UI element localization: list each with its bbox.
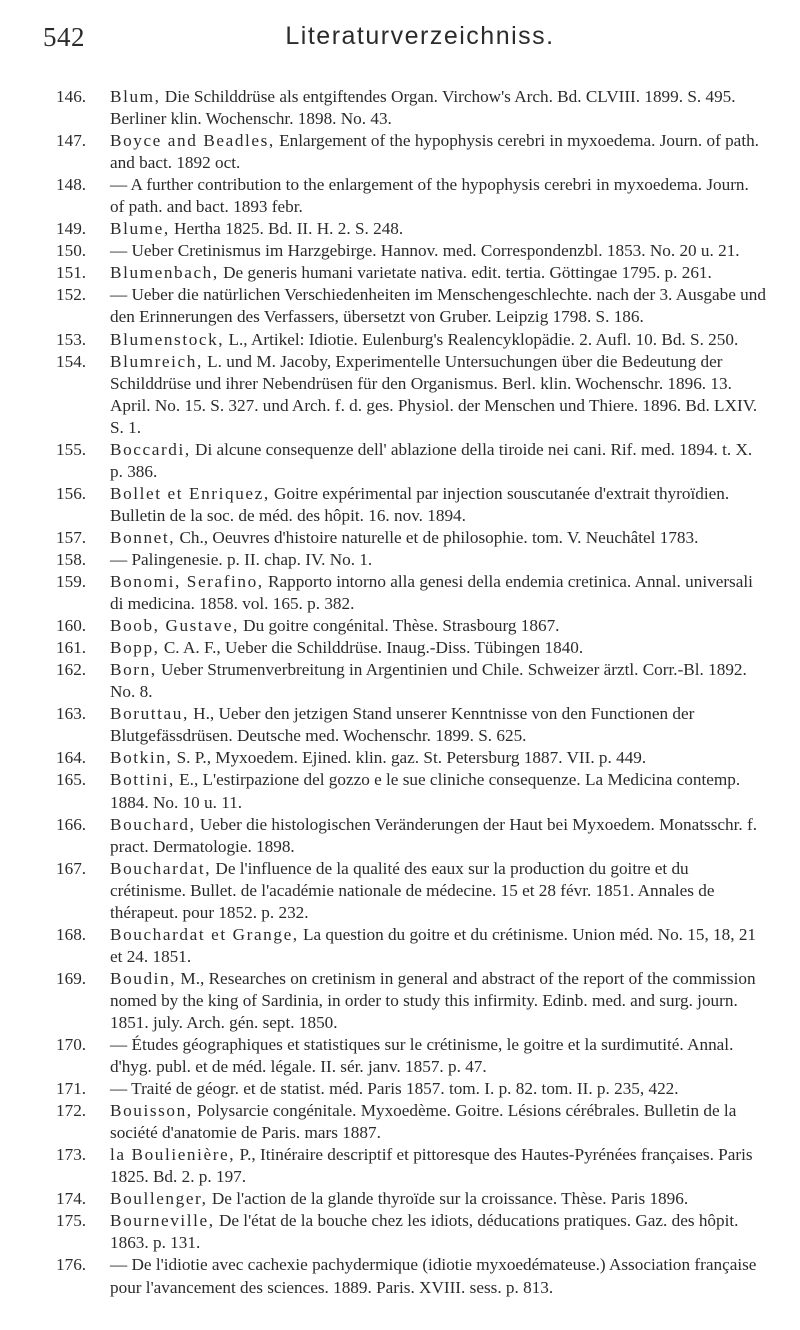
bibliography-entry [56,86,766,130]
entry-number: 175. [56,1211,87,1231]
entry-text: H., Ueber den jetzigen Stand unserer Kenntnisse von den Functionen der Blutgefässdrüsen. Deutsche med. Wochenschr. 1899. S. 625. [110,704,695,746]
bibliography-entry [56,351,766,439]
entry-text: Enlargement of the hypophysis cerebri in myxoedema. Journ. of path. and bact. 1892 oct. [110,131,759,173]
entry-number: 151. [56,263,87,283]
entry-number: 150. [56,241,87,261]
entry-text: L. und M. Jacoby, Experimentelle Untersuchungen über die Bedeutung der Schilddrüse und ihrer Nebendrüsen für den Organismus. Berl. klin. Wochenschr. 1896. 13. April. No. 15. S. 327. und Arch. f. d. ges. Physiol. der Menschen und Thiere. 1896. Bd. LXIV. S. 1. [110,351,758,437]
entry-number: 172. [56,1101,87,1121]
entry-number: 163. [56,704,87,724]
bibliography-entry [56,1210,766,1254]
entry-text: L., Artikel: Idiotie. Eulenburg's Realencyklopädie. 2. Aufl. 10. Bd. S. 250. [224,329,739,349]
entry-text: Ch., Oeuvres d'histoire naturelle et de philosophie. tom. V. Neuchâtel 1783. [175,527,699,547]
entry-number: 157. [56,527,87,547]
entry-text: — Ueber Cretinismus im Harzgebirge. Hannov. med. Correspondenzbl. 1853. No. 20 u. 21. [110,241,740,261]
entry-author: Boruttau, [110,704,189,724]
entry-text: Die Schilddrüse als entgiftendes Organ. Virchow's Arch. Bd. CLVIII. 1899. S. 495. Berliner klin. Wochenschr. 1898. No. 43. [110,87,736,129]
entry-number: 164. [56,748,87,768]
entry-text: — De l'idiotie avec cachexie pachydermique (idiotie myxoedémateuse.) Association française pour l'avancement des sciences. 1889. Paris. XVIII. sess. p. 813. [110,1255,757,1297]
entry-number: 170. [56,1035,87,1055]
entry-text: — Études géographiques et statistiques sur le crétinisme, le goitre et la surdimutité. Annal. d'hyg. publ. et de méd. légale. II. sér. janv. 1857. p. 47. [110,1035,734,1077]
entry-author: Botkin, [110,748,173,768]
entry-author: Boullenger, [110,1189,208,1209]
entry-author: Bopp, [110,638,160,658]
bibliography-entry [56,1254,766,1298]
entry-number: 174. [56,1189,87,1209]
entry-author: la Boulienière, [110,1145,236,1165]
entry-text: Hertha 1825. Bd. II. H. 2. S. 248. [169,219,404,239]
bibliography-entry [56,747,766,769]
entry-text: Di alcune consequenze dell' ablazione della tiroide nei cani. Rif. med. 1894. t. X. p. 386. [110,439,753,481]
entry-number: 147. [56,131,87,151]
entry-author: Bonnet, [110,527,176,547]
entry-author: Boudin, [110,968,177,988]
bibliography-entry [56,571,766,615]
entry-number: 171. [56,1079,87,1099]
entry-text: — Ueber die natürlichen Verschiedenheiten im Menschengeschlechte. nach der 3. Ausgabe und den Erinnerungen des Verfassers, übersetzt von Gruber. Leipzig 1798. S. 186. [110,285,766,327]
entry-text: Ueber die histologischen Veränderungen der Haut bei Myxoedem. Monatsschr. f. pract. Dermatologie. 1898. [110,814,758,856]
bibliography-entry [56,218,766,240]
entry-text: — Palingenesie. p. II. chap. IV. No. 1. [110,549,373,569]
bibliography-entry [56,703,766,747]
entry-author: Bouchard, [110,814,196,834]
entry-author: Bouchardat, [110,858,212,878]
entry-text: Ueber Strumenverbreitung in Argentinien und Chile. Schweizer ärztl. Corr.-Bl. 1892. No. 8. [110,660,747,702]
entry-text: Goitre expérimental par injection souscutanée d'extrait thyroïdien. Bulletin de la soc. de méd. des hôpit. 16. nov. 1894. [110,483,730,525]
bibliography-entry [56,924,766,968]
entry-text: — Traité de géogr. et de statist. méd. Paris 1857. tom. I. p. 82. tom. II. p. 235, 422. [110,1079,679,1099]
entry-author: Bourneville, [110,1211,215,1231]
entry-author: Boob, Gustave, [110,616,239,636]
bibliography-entry [56,1144,766,1188]
entry-author: Bonomi, Serafino, [110,572,264,592]
bibliography-list [56,86,766,1299]
entry-text: C. A. F., Ueber die Schilddrüse. Inaug.-Diss. Tübingen 1840. [159,638,584,658]
entry-author: Boyce and Beadles, [110,131,275,151]
bibliography-entry [56,174,766,218]
entry-number: 160. [56,616,87,636]
bibliography-entry [56,1100,766,1144]
bibliography-entry [56,439,766,483]
entry-text: De l'influence de la qualité des eaux sur la production du goitre et du crétinisme. Bullet. de l'académie nationale de médecine. 15 et 28 févr. 1851. Annales de thérapeut. pour 1852. p. 232. [110,858,715,922]
bibliography-entry [56,1078,766,1100]
page-header [0,22,800,62]
running-title: Literaturverzeichniss. [285,22,555,50]
bibliography-entry [56,284,766,328]
entry-number: 169. [56,968,87,988]
entry-text: — A further contribution to the enlargement of the hypophysis cerebri in myxoedema. Journ. of path. and bact. 1893 febr. [110,175,749,217]
entry-number: 166. [56,814,87,834]
entry-author: Bouisson, [110,1101,193,1121]
entry-number: 173. [56,1145,87,1165]
bibliography-entry [56,1188,766,1210]
entry-author: Bollet et Enriquez, [110,483,270,503]
bibliography-entry [56,769,766,813]
entry-number: 155. [56,439,87,459]
entry-text: Polysarcie congénitale. Myxoedème. Goitre. Lésions cérébrales. Bulletin de la société d'anatomie de Paris. mars 1887. [110,1101,737,1143]
bibliography-entry [56,814,766,858]
entry-author: Boccardi, [110,439,191,459]
entry-number: 153. [56,329,87,349]
entry-author: Blumenstock, [110,329,225,349]
entry-text: De l'état de la bouche chez les idiots, déducations pratiques. Gaz. des hôpit. 1863. p. 131. [110,1211,739,1253]
entry-text: Rapporto intorno alla genesi della endemia cretinica. Annal. universali di medicina. 1858. vol. 165. p. 382. [110,572,753,614]
entry-author: Blume, [110,219,170,239]
entry-number: 159. [56,572,87,592]
entry-text: P., Itinéraire descriptif et pittoresque des Hautes-Pyrénées françaises. Paris 1825. Bd. 2. p. 197. [110,1145,753,1187]
entry-number: 168. [56,924,87,944]
bibliography-entry [56,527,766,549]
entry-author: Bottini, [110,770,175,790]
entry-text: S. P., Myxoedem. Ejined. klin. gaz. St. Petersburg 1887. VII. p. 449. [172,748,647,768]
entry-number: 156. [56,483,87,503]
entry-number: 149. [56,219,87,239]
entry-author: Blumreich, [110,351,203,371]
entry-number: 167. [56,858,87,878]
page-number: 542 [43,22,85,52]
bibliography-entry [56,130,766,174]
entry-number: 158. [56,549,87,569]
entry-number: 162. [56,660,87,680]
bibliography-entry [56,483,766,527]
bibliography-entry [56,549,766,571]
entry-number: 146. [56,87,87,106]
entry-author: Bouchardat et Grange, [110,924,299,944]
entry-author: Born, [110,660,157,680]
bibliography-entry [56,659,766,703]
bibliography-entry [56,858,766,924]
entry-author: Blumenbach, [110,263,219,283]
entry-number: 165. [56,770,87,790]
entry-author: Blum, [110,87,161,106]
entry-text: La question du goitre et du crétinisme. Union méd. No. 15, 18, 21 et 24. 1851. [110,924,757,966]
bibliography-entry [56,262,766,284]
bibliography-entry [56,968,766,1034]
entry-number: 176. [56,1255,87,1275]
entry-text: M., Researches on cretinism in general and abstract of the report of the commission nomed by the king of Sardinia, in order to study this infirmity. Edinb. med. and surg. journ. 1851. july. Arch. gén. sept. 1850. [110,968,756,1032]
bibliography-entry [56,240,766,262]
entry-number: 148. [56,175,87,195]
entry-text: De l'action de la glande thyroïde sur la croissance. Thèse. Paris 1896. [207,1189,689,1209]
entry-number: 154. [56,351,87,371]
bibliography-entry [56,615,766,637]
bibliography-entry [56,1034,766,1078]
entry-number: 161. [56,638,87,658]
entry-number: 152. [56,285,87,305]
entry-text: E., L'estirpazione del gozzo e le sue cliniche consequenze. La Medicina contemp. 1884. No. 10 u. 11. [110,770,741,812]
entry-text: De generis humani varietate nativa. edit. tertia. Göttingae 1795. p. 261. [218,263,712,283]
entry-text: Du goitre congénital. Thèse. Strasbourg 1867. [238,616,560,636]
bibliography-entry [56,329,766,351]
bibliography-entry [56,637,766,659]
